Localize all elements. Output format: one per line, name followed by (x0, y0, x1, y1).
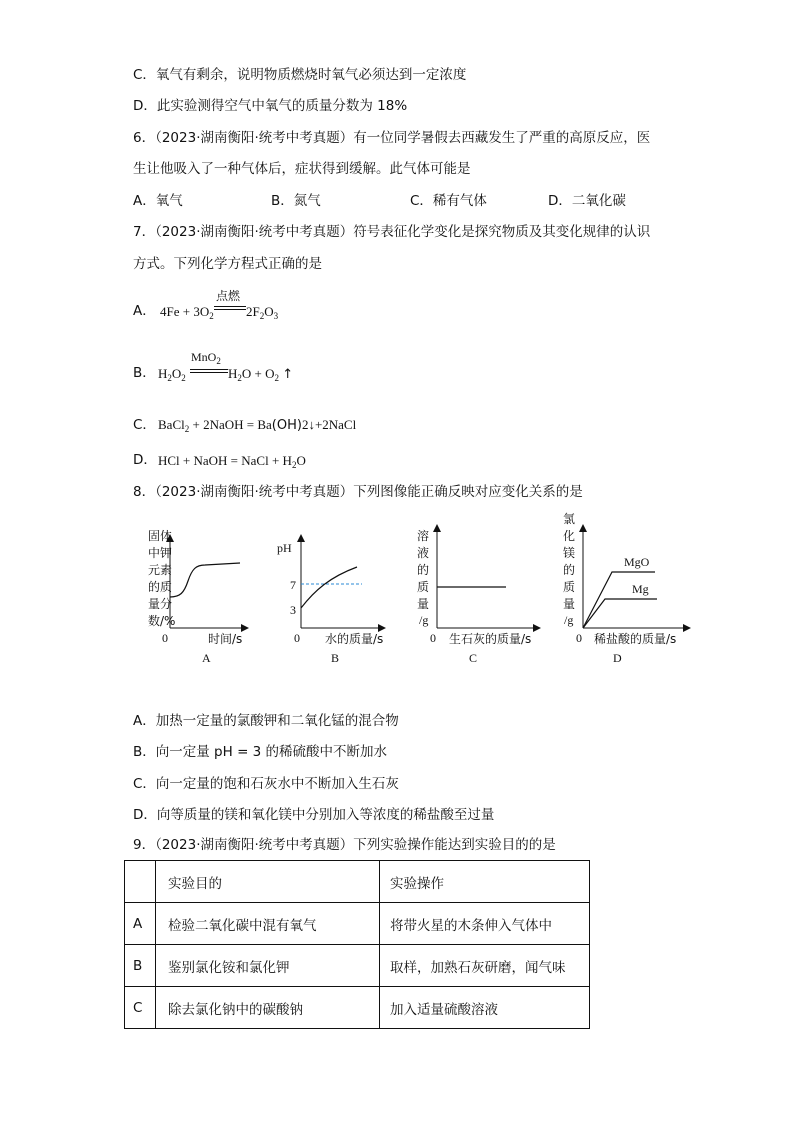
q7-a-equals (214, 306, 246, 310)
q8-option-a: A．加热一定量的氯酸钾和二氧化锰的混合物 (133, 713, 399, 729)
table-header-cell (125, 861, 156, 903)
table-cell: 加入适量硫酸溶液 (380, 987, 590, 1029)
graph-a-ylabel-3: 元素 (148, 563, 173, 577)
graph-d-caption: D (613, 651, 622, 665)
q7-d-label: D． (133, 452, 157, 468)
graph-a (148, 528, 248, 665)
table-cell: C (125, 987, 156, 1029)
table-cell: 检验二氧化碳中混有氧气 (156, 903, 380, 945)
q7-a-condition: 点燃 (216, 289, 241, 303)
q6-option-b: B．氮气 (271, 193, 321, 209)
graph-c-caption: C (469, 651, 478, 665)
graph-d-ylabel-5: 质 (563, 580, 576, 594)
table-row (125, 987, 590, 1029)
q7-b-right: $H_2O + O_2$ ↑ (228, 366, 294, 383)
table-cell: B (125, 945, 156, 987)
q7-b-equals (190, 369, 228, 373)
graph-d-series-mg: Mg (632, 582, 649, 596)
graph-d-origin: 0 (576, 631, 582, 645)
graph-c-ylabel-3: 的 (417, 563, 430, 577)
q8-option-b: B．向一定量 pH = 3 的稀硫酸中不断加水 (133, 744, 388, 760)
table-header-row (125, 861, 590, 903)
graph-c-xlabel: 生石灰的质量/s (449, 632, 532, 646)
graph-b-origin: 0 (294, 631, 300, 645)
table-cell: 除去氯化钠中的碳酸钠 (156, 987, 380, 1029)
graph-c-ylabel-4: 质 (417, 580, 430, 594)
q8-graphs (0, 505, 794, 675)
graph-a-ylabel-1: 固体 (148, 529, 173, 543)
graph-d-ylabel-3: 镁 (563, 546, 576, 560)
q9-stem: 9．（2023·湖南衡阳·统考中考真题）下列实验操作能达到实验目的的是 (133, 837, 556, 853)
graph-d-ylabel-6: 量 (563, 597, 576, 611)
graph-b-tick-7: 7 (290, 578, 296, 592)
q7-d-equation: HCl + NaOH = NaCl + $H_2O$ (158, 453, 306, 470)
table-cell: 取样，加熟石灰研磨，闻气味 (380, 945, 590, 987)
q9-table (124, 860, 590, 1029)
table-header-cell: 实验操作 (380, 861, 590, 903)
q6-option-a: A．氧气 (133, 193, 183, 209)
table-cell: 鉴别氯化铵和氯化钾 (156, 945, 380, 987)
graph-b-ylabel: pH (277, 541, 292, 555)
graph-a-xlabel: 时间/s (208, 632, 243, 646)
graph-c-ylabel-2: 液 (417, 546, 430, 560)
graph-d (563, 512, 690, 665)
q8-option-c: C．向一定量的饱和石灰水中不断加入生石灰 (133, 776, 399, 792)
q5-option-c: C．氧气有剩余，说明物质燃烧时氧气必须达到一定浓度 (133, 67, 467, 83)
q7-a-left: $4Fe + 3O_2$ (160, 304, 214, 321)
q7-b-label: B． (133, 365, 156, 381)
graph-a-curve (170, 563, 240, 597)
q7-stem-line1: 7．（2023·湖南衡阳·统考中考真题）符号表征化学变化是探究物质及其变化规律的认识 (133, 224, 651, 240)
q7-a-label: A． (133, 303, 156, 319)
q7-stem-line2: 方式。下列化学方程式正确的是 (133, 256, 322, 272)
graph-b-curve (301, 567, 357, 608)
q6-option-c: C．稀有气体 (410, 193, 487, 209)
q7-b-left: $H_2O_2$ (158, 366, 186, 383)
graph-c-ylabel-6: /g (419, 613, 429, 627)
graph-b-xlabel: 水的质量/s (325, 632, 384, 646)
table-cell: A (125, 903, 156, 945)
graph-c-origin: 0 (430, 631, 436, 645)
graph-a-origin: 0 (162, 631, 168, 645)
graph-a-ylabel-5: 量分 (148, 597, 173, 611)
graph-c-ylabel-5: 量 (417, 597, 430, 611)
q8-option-d: D．向等质量的镁和氧化镁中分别加入等浓度的稀盐酸至过量 (133, 807, 495, 823)
graph-d-ylabel-2: 化 (563, 529, 576, 543)
q6-option-d: D．二氧化碳 (548, 193, 626, 209)
graph-d-ylabel-7: /g (564, 613, 574, 627)
table-header-cell: 实验目的 (156, 861, 380, 903)
graph-a-ylabel-2: 中钾 (148, 546, 173, 560)
graph-c (417, 525, 540, 665)
graph-b-tick-3: 3 (290, 603, 296, 617)
table-row (125, 903, 590, 945)
q7-b-condition: MnO$_2$ (191, 350, 221, 366)
graph-d-ylabel-4: 的 (563, 563, 576, 577)
q7-a-right: $2F_2O_3$ (246, 304, 279, 321)
q7-c-label: C． (133, 417, 156, 433)
graph-a-ylabel-6: 数/% (148, 614, 176, 628)
graph-a-caption: A (202, 651, 211, 665)
graph-b-caption: B (331, 651, 340, 665)
graph-b (277, 535, 385, 665)
q6-stem-line1: 6．（2023·湖南衡阳·统考中考真题）有一位同学暑假去西藏发生了严重的高原反应，医 (133, 130, 651, 146)
table-cell: 将带火星的木条伸入气体中 (380, 903, 590, 945)
q7-c-equation: BaCl$_2$ + 2NaOH = Ba(OH)2↓+2NaCl (158, 417, 357, 434)
graph-d-xlabel: 稀盐酸的质量/s (594, 632, 677, 646)
graph-d-series-mgo: MgO (624, 555, 650, 569)
graph-d-mg-line (583, 599, 657, 628)
graph-d-ylabel-1: 氯 (563, 512, 576, 526)
graph-d-mgo-line (583, 572, 655, 628)
graph-a-ylabel-4: 的质 (148, 580, 173, 594)
q8-stem: 8．（2023·湖南衡阳·统考中考真题）下列图像能正确反映对应变化关系的是 (133, 484, 583, 500)
table-row (125, 945, 590, 987)
q6-stem-line2: 生让他吸入了一种气体后，症状得到缓解。此气体可能是 (133, 161, 471, 177)
graph-c-ylabel-1: 溶 (417, 529, 430, 543)
q5-option-d: D．此实验测得空气中氧气的质量分数为 18% (133, 98, 408, 114)
